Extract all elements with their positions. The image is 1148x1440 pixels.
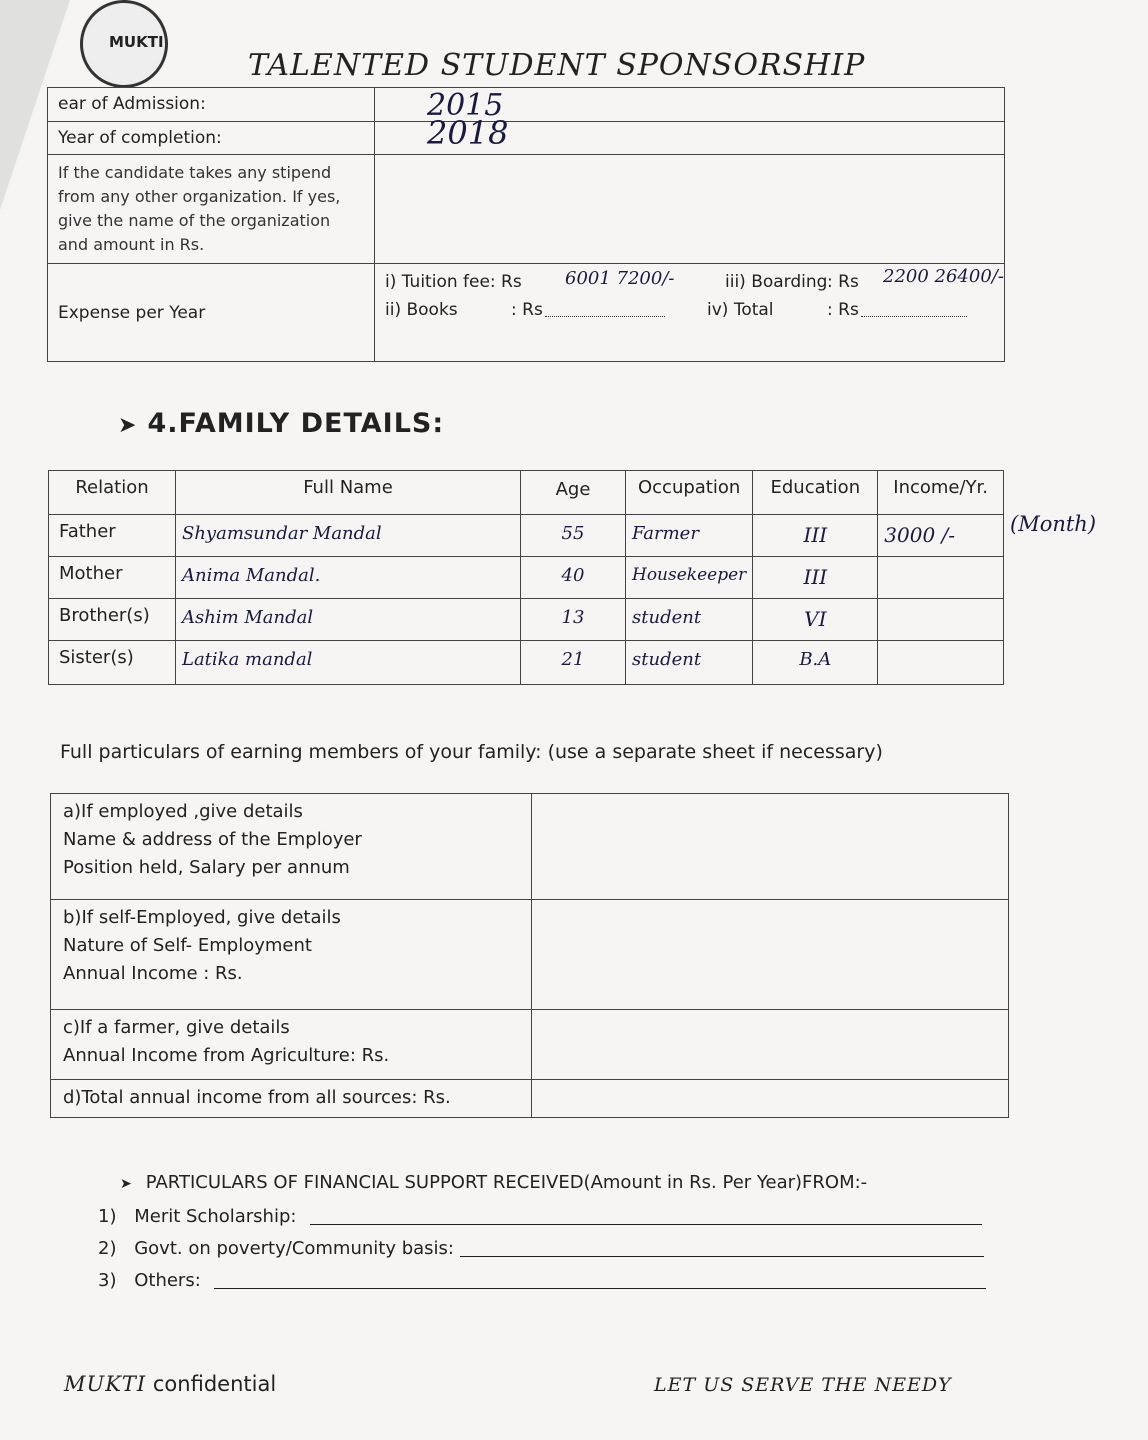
stipend-label-line-3: give the name of the organization [58, 211, 331, 230]
income-note: (Month) [1010, 512, 1097, 536]
merit-scholarship-line[interactable] [310, 1224, 982, 1225]
family-table [48, 470, 1004, 685]
employed-value [532, 794, 1009, 900]
total-prefix: : Rs [827, 300, 859, 320]
support-item-1 [98, 1206, 296, 1227]
name-cell: Shyamsundar Mandal [176, 515, 521, 557]
stipend-label-line-1: If the candidate takes any stipend [58, 163, 332, 182]
col-relation: Relation [49, 471, 176, 515]
form-title: TALENTED STUDENT SPONSORSHIP [248, 48, 866, 83]
employed-line-1: a)If employed ,give details [63, 801, 303, 822]
income-cell: 3000 /- [878, 515, 1004, 557]
age-cell: 13 [521, 599, 626, 641]
employed-details [51, 794, 532, 900]
relation-cell: Mother [49, 557, 176, 599]
boarding-prefix: : Rs [827, 272, 859, 292]
name-cell: Latika mandal [176, 641, 521, 685]
name-cell: Ashim Mandal [176, 599, 521, 641]
family-section-heading [118, 408, 444, 439]
age-cell: 55 [521, 515, 626, 557]
tuition-label: i) Tuition fee: Rs [385, 272, 522, 292]
stipend-label-line-4: and amount in Rs. [58, 235, 205, 254]
item-number: 1) [98, 1206, 117, 1227]
farmer-line-1: c)If a farmer, give details [63, 1017, 290, 1038]
footer-left [64, 1372, 276, 1396]
support-item-3 [98, 1270, 201, 1291]
self-employed-details [51, 900, 532, 1010]
income-cell [878, 641, 1004, 685]
boarding-label: iii) Boarding [725, 272, 828, 292]
govt-support-label: Govt. on poverty/Community basis: [134, 1238, 454, 1259]
income-cell [878, 557, 1004, 599]
family-section-title: 4.FAMILY DETAILS: [147, 408, 445, 439]
table-row [49, 641, 1004, 685]
self-employed-line-3: Annual Income : Rs. [63, 963, 243, 984]
expense-label: Expense per Year [48, 264, 375, 362]
relation-cell: Father [49, 515, 176, 557]
arrow-bullet-icon: ➤ [120, 1176, 132, 1192]
mukti-logo [80, 0, 168, 88]
total-label: iv) Total [707, 300, 774, 320]
self-employed-value [532, 900, 1009, 1010]
year-completion-value: 2018 [427, 114, 509, 152]
education-cell: III [753, 557, 878, 599]
arrow-bullet-icon: ➤ [118, 413, 138, 438]
self-employed-line-2: Nature of Self- Employment [63, 935, 312, 956]
logo-text: MUKTI [109, 33, 164, 51]
education-cell: B.A [753, 641, 878, 685]
admission-table [47, 87, 1005, 362]
occupation-cell: student [626, 641, 753, 685]
employed-line-3: Position held, Salary per annum [63, 857, 350, 878]
total-income-details [51, 1080, 532, 1118]
table-row [49, 515, 1004, 557]
govt-support-line[interactable] [460, 1256, 984, 1257]
col-full-name: Full Name [176, 471, 521, 515]
relation-cell: Sister(s) [49, 641, 176, 685]
tuition-value: 6001 7200/- [565, 268, 675, 289]
education-cell: VI [753, 599, 878, 641]
table-row [49, 557, 1004, 599]
occupation-cell: Farmer [626, 515, 753, 557]
farmer-value [532, 1010, 1009, 1080]
col-age: Age [521, 471, 626, 515]
earning-table [50, 793, 1009, 1118]
income-cell [878, 599, 1004, 641]
others-label: Others: [134, 1270, 201, 1291]
earning-heading: Full particulars of earning members of your family: (use a separate sheet if necessary) [60, 741, 883, 763]
age-cell: 21 [521, 641, 626, 685]
year-admission-label: ear of Admission: [48, 88, 375, 122]
table-row [49, 599, 1004, 641]
stipend-label [48, 155, 375, 264]
total-income-value [532, 1080, 1009, 1118]
footer-confidential: confidential [152, 1372, 277, 1396]
stipend-value [375, 155, 1005, 264]
books-dotted-line [545, 316, 665, 317]
year-completion-label: Year of completion: [48, 122, 375, 155]
item-number: 3) [98, 1270, 117, 1291]
occupation-cell: student [626, 599, 753, 641]
farmer-line-2: Annual Income from Agriculture: Rs. [63, 1045, 390, 1066]
expense-cell [375, 264, 1005, 362]
item-number: 2) [98, 1238, 117, 1259]
footer-brand: MUKTI [64, 1372, 147, 1396]
support-heading [120, 1172, 867, 1193]
books-label: ii) Books [385, 300, 458, 320]
farmer-details [51, 1010, 532, 1080]
employed-line-2: Name & address of the Employer [63, 829, 362, 850]
support-heading-text: PARTICULARS OF FINANCIAL SUPPORT RECEIVED(Amount in Rs. Per Year)FROM:- [145, 1172, 868, 1193]
stipend-label-line-2: from any other organization. If yes, [58, 187, 341, 206]
boarding-value: 2200 26400/- [883, 266, 1004, 287]
merit-scholarship-label: Merit Scholarship: [134, 1206, 297, 1227]
self-employed-line-1: b)If self-Employed, give details [63, 907, 341, 928]
total-dotted-line [861, 316, 967, 317]
col-education: Education [753, 471, 878, 515]
books-prefix: : Rs [511, 300, 543, 320]
support-item-2 [98, 1238, 454, 1259]
name-cell: Anima Mandal. [176, 557, 521, 599]
year-admission-value: 2015 [427, 88, 504, 123]
occupation-cell: Housekeeper [626, 557, 753, 599]
total-income-line: d)Total annual income from all sources: Rs. [63, 1087, 451, 1108]
col-occupation: Occupation [626, 471, 753, 515]
education-cell: III [753, 515, 878, 557]
footer-motto: LET US SERVE THE NEEDY [654, 1374, 952, 1396]
col-income: Income/Yr. [878, 471, 1004, 515]
others-line[interactable] [214, 1288, 986, 1289]
relation-cell: Brother(s) [49, 599, 176, 641]
year-completion-cell [375, 114, 1005, 155]
age-cell: 40 [521, 557, 626, 599]
